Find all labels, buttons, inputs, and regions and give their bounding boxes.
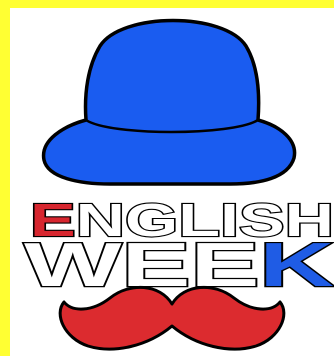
week-last-letter: K	[259, 231, 305, 300]
week-word	[24, 231, 334, 300]
english-rest: NGLISH	[75, 194, 250, 246]
week-main: WEE	[24, 231, 166, 300]
english-first-letter: E	[30, 194, 61, 246]
poster-illustration	[10, 8, 334, 356]
poster-panel	[10, 8, 334, 356]
bowler-hat-icon	[44, 21, 295, 185]
